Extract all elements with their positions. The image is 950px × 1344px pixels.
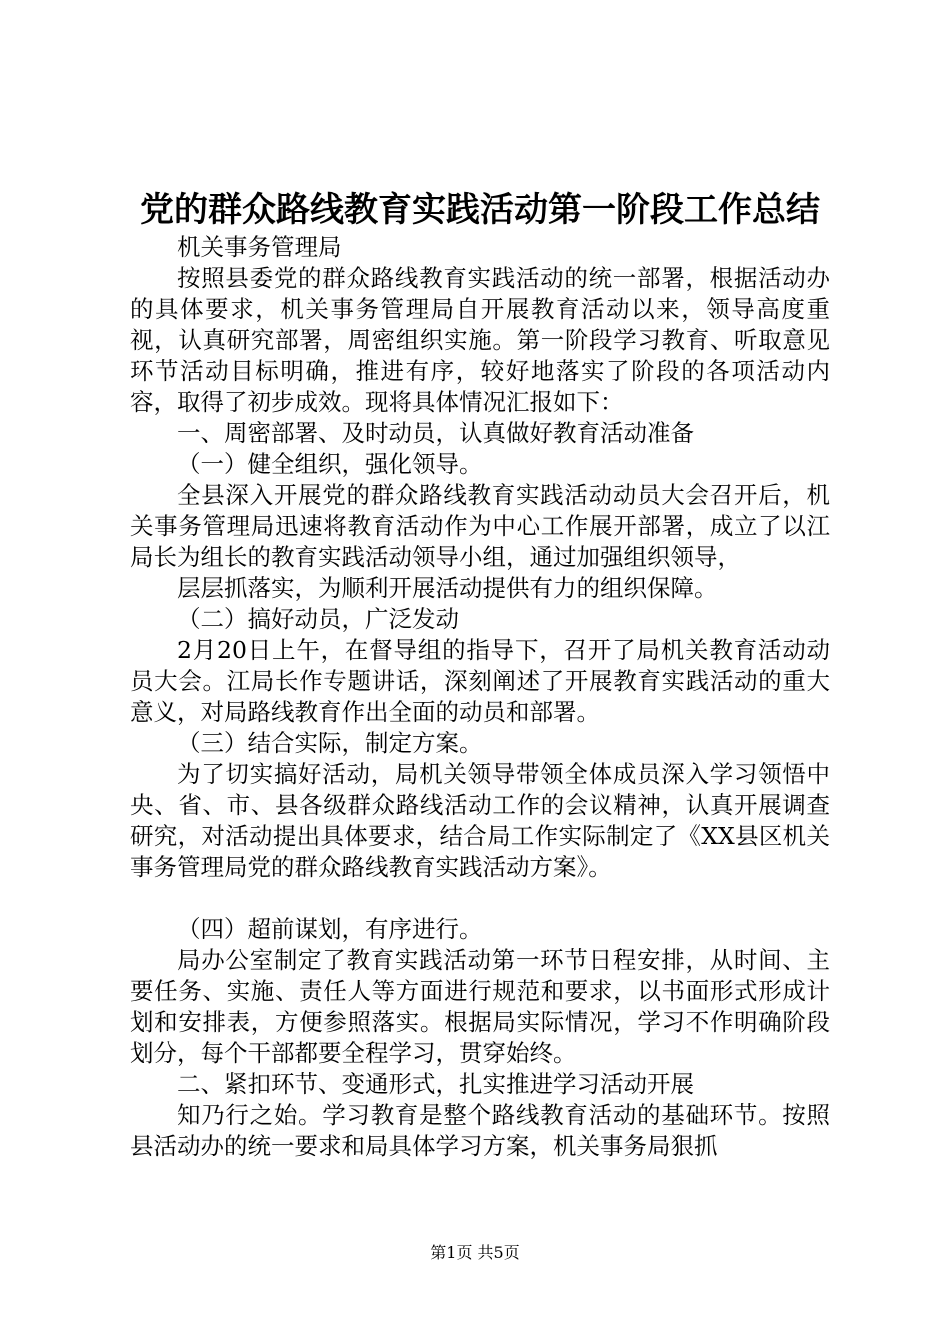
subsection-heading-4: （四）超前谋划，有序进行。	[177, 915, 483, 943]
paragraph-mobilization: 2月20日上午，在督导组的指导下，召开了局机关教育活动动员大会。江局长作专题讲话，深刻阐述了开展教育实践活动的重大意义，对局路线教育作出全面的动员和部署。	[130, 636, 830, 726]
author-line: 机关事务管理局	[177, 233, 342, 261]
paragraph-organization-cont: 层层抓落实，为顺利开展活动提供有力的组织保障。	[177, 574, 718, 602]
section-heading-1: 一、周密部署、及时动员，认真做好教育活动准备	[177, 419, 694, 447]
paragraph-plan: 为了切实搞好活动，局机关领导带领全体成员深入学习领悟中央、省、市、县各级群众路线活动工作的会议精神，认真开展调查研究，对活动提出具体要求，结合局工作实际制定了《XX县区机关事务管理局党的群众路线教育实践活动方案》。	[130, 760, 830, 881]
paragraph-gap	[130, 883, 830, 914]
paragraph-intro: 按照县委党的群众路线教育实践活动的统一部署，根据活动办的具体要求，机关事务管理局自开展教育活动以来，领导高度重视，认真研究部署，周密组织实施。第一阶段学习教育、听取意见环节活动目标明确，推进有序，较好地落实了阶段的各项活动内容，取得了初步成效。现将具体情况汇报如下：	[130, 264, 830, 416]
subsection-heading-1: （一）健全组织，强化领导。	[177, 450, 483, 478]
subsection-heading-2: （二）搞好动员，广泛发动	[177, 605, 459, 633]
paragraph-schedule: 局办公室制定了教育实践活动第一环节日程安排，从时间、主要任务、实施、责任人等方面进行规范和要求，以书面形式形成计划和安排表，方便参照落实。根据局实际情况，学习不作明确阶段划分，每个干部都要全程学习，贯穿始终。	[130, 946, 830, 1067]
subsection-heading-3: （三）结合实际，制定方案。	[177, 729, 483, 757]
page-number: 第1页 共5页	[430, 1243, 520, 1262]
document-title: 党的群众路线教育实践活动第一阶段工作总结	[140, 190, 820, 230]
paragraph-study: 知乃行之始。学习教育是整个路线教育活动的基础环节。按照县活动办的统一要求和局具体学习方案，机关事务局狠抓	[130, 1101, 830, 1160]
section-heading-2: 二、紧扣环节、变通形式，扎实推进学习活动开展	[177, 1070, 694, 1098]
document-body	[130, 232, 830, 1162]
paragraph-organization: 全县深入开展党的群众路线教育实践活动动员大会召开后，机关事务管理局迅速将教育活动作为中心工作展开部署，成立了以江局长为组长的教育实践活动领导小组，通过加强组织领导，	[130, 481, 830, 571]
